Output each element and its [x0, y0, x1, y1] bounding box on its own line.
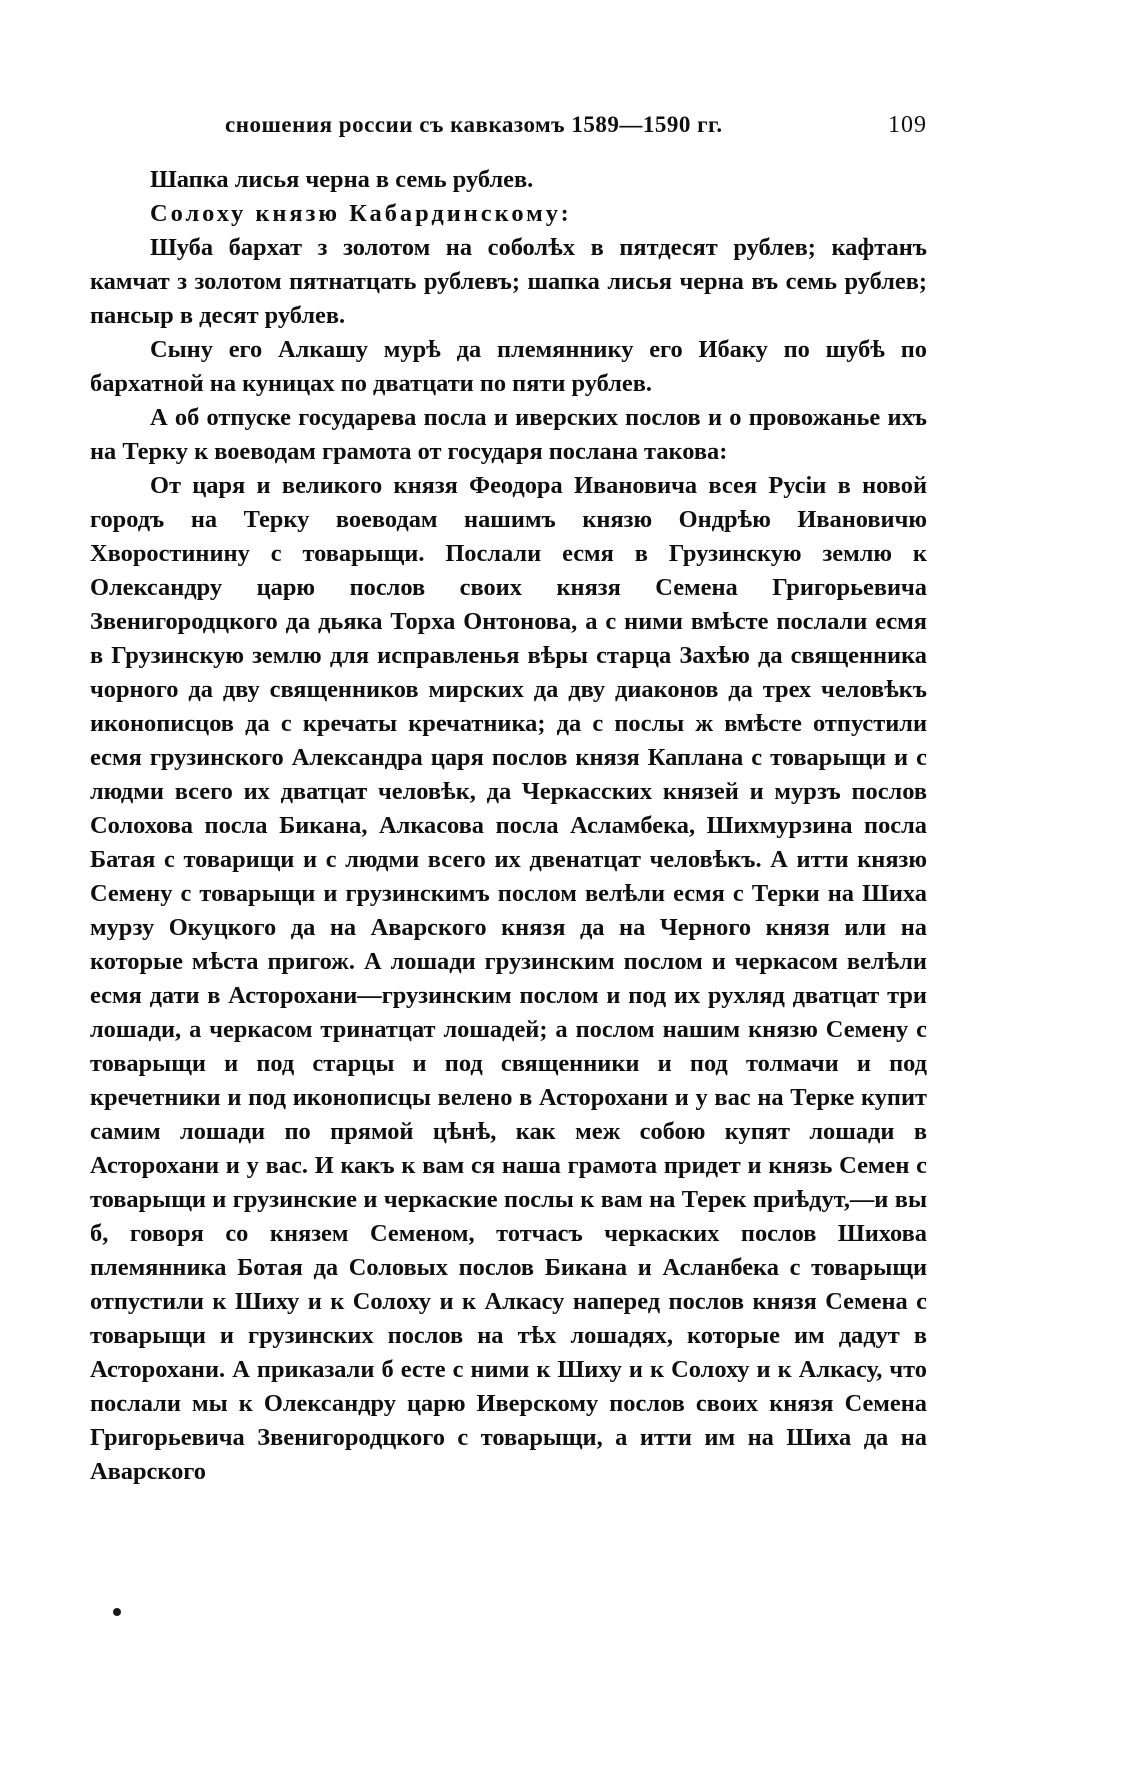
paragraph: Солоху князю Кабардинскому:: [150, 200, 572, 227]
body-text: [90, 163, 927, 1489]
page-number: 109: [888, 112, 927, 138]
paragraph: Шуба бархат з золотом на соболѣх в пятдесят рублев; кафтанъ камчат з золотом пятнатцать рублевъ; шапка лисья черна въ семь рублев; пансыр в десят рублев.: [90, 234, 927, 329]
paragraph: От царя и великого князя Феодора Ивановича всея Русіи в новой городъ на Терку воеводам нашимъ князю Ондрѣю Ивановичю Хворостинину с товарыщи. Послали есмя в Грузинскую землю к Олександру царю послов своих князя Семена Григорьевича Звенигородцкого да дьяка Торха Онтонова, а с ними вмѣсте послали есмя в Грузинскую землю для исправленья вѣры старца Захѣю да священника чорного да дву священников мирских да дву диаконов да трех человѣкъ иконописцов да с кречаты кречатника; да с послы ж вмѣсте отпустили есмя грузинского Александра царя послов князя Каплана с товарыщи и с людми всего их дватцат человѣк, да Черкасских князей и мурзъ послов Солохова посла Бикана, Алкасова посла Асламбека, Шихмурзина посла Батая с товарищи и с людми всего их двенатцат человѣкъ. А итти князю Семену с товарыщи и грузинскимъ послом велѣли есмя с Терки на Шиха мурзу Окуцкого да на Аварского князя да на Черного князя или на которые мѣста пригож. А лошади грузинским послом и черкасом велѣли есмя дати в Асторохани—грузинским послом и под их рухляд дватцат три лошади, а черкасом тринатцат лошадей; а послом нашим князю Семену с товарыщи и под старцы и под священники и под толмачи и под кречетники и под иконописцы велено в Асторохани и у вас на Терке купит самим лошади по прямой цѣнѣ, как меж собою купят лошади в Асторохани и у вас. И какъ к вам ся наша грамота придет и князь Семен с товарыщи и грузинские и черкаские послы к вам на Терек приѣдут,—и вы б, говоря со князем Семеном, тотчасъ черкаских послов Шихова племянника Ботая да Соловых послов Бикана и Асланбека с товарыщи отпустили к Шиху и к Солоху и к Алкасу наперед послов князя Семена с товарыщи и грузинских послов на тѣх лошадях, которые им дадут в Асторохани. А приказали б есте с ними к Шиху и к Солоху и к Алкасу, что послали мы к Олександру царю Иверскому послов своих князя Семена Григорьевича Звенигородцкого с товарыщи, а итти им на Шиха да на Аварского: [90, 472, 927, 1485]
running-title: сношения россии съ кавказомъ 1589—1590 гг.: [225, 112, 723, 137]
print-speck: [113, 1608, 121, 1616]
paragraph: А об отпуске государева посла и иверских послов и о провожанье ихъ на Терку к воеводам грамота от государя послана такова:: [90, 404, 927, 465]
paragraph: Сыну его Алкашу мурѣ да племяннику его Ибаку по шубѣ по бархатной на куницах по дватцати по пяти рублев.: [90, 336, 927, 397]
paragraph: Шапка лисья черна в семь рублев.: [150, 166, 534, 193]
running-header: [150, 112, 950, 152]
